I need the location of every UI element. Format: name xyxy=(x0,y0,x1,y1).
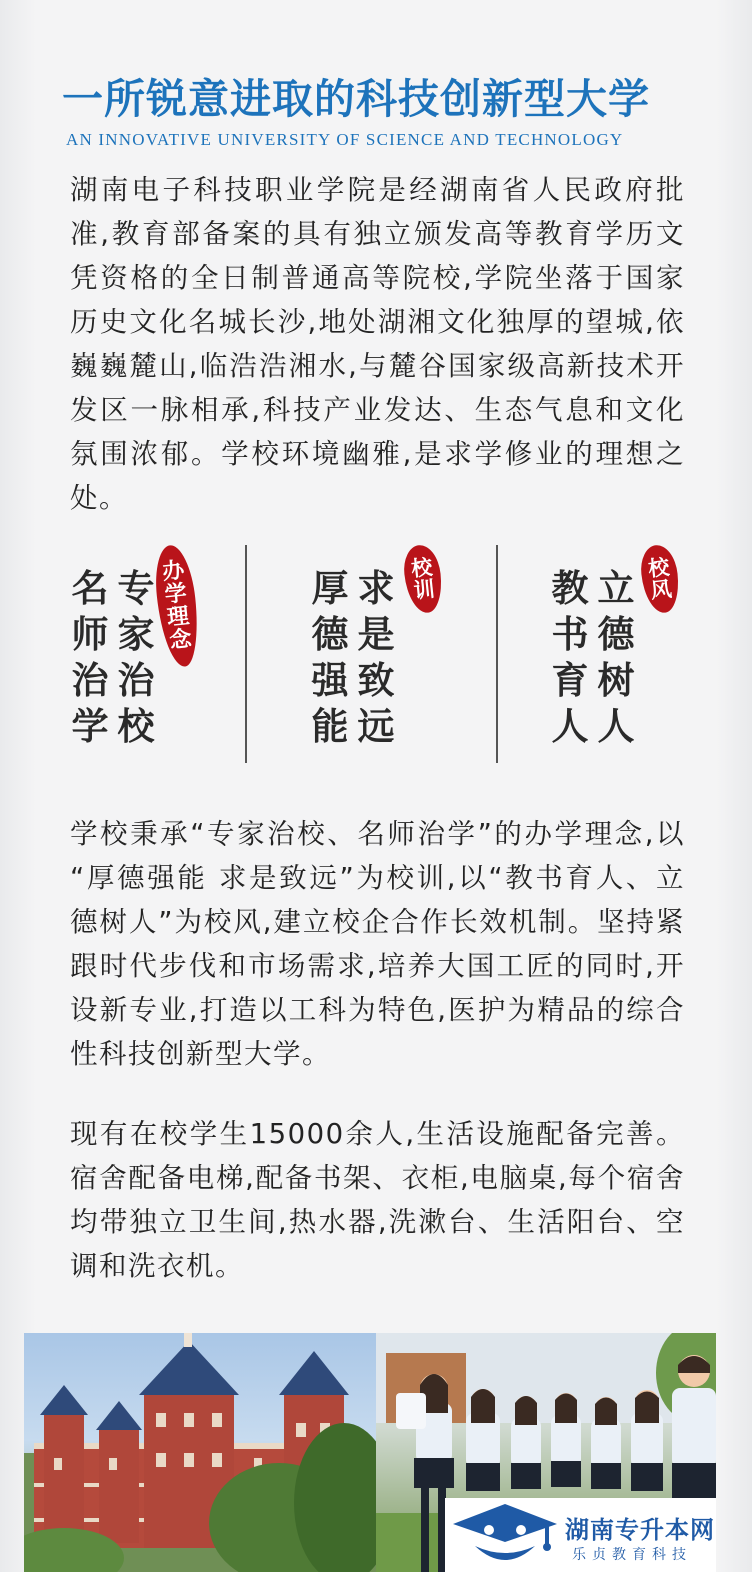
motto-char: 专 xyxy=(117,566,155,610)
motto-column-right xyxy=(114,565,158,749)
philosophy-paragraph: 学校秉承“专家治校、名师治学”的办学理念,以 “厚德强能 求是致远”为校训,以“教书育人、立德树人”为校风,建立校企合作长效机制。坚持紧跟时代步伐和市场需求,培养大国工匠的同时,开设新专业,打造以工科为特色,医护为精品的综合性科技创新型大学。 xyxy=(70,818,685,1070)
motto-char: 名 xyxy=(71,566,109,610)
vertical-divider xyxy=(496,545,498,763)
motto-char: 校 xyxy=(117,704,155,748)
motto-char: 治 xyxy=(117,658,155,702)
motto-char: 人 xyxy=(597,704,635,748)
brand-tagline: 乐贞教育科技 xyxy=(572,1547,692,1563)
intro-paragraph: 湖南电子科技职业学院是经湖南省人民政府批准,教育部备案的具有独立颁发高等教育学历文凭资格的全日制普通高等院校,学院坐落于国家历史文化名城长沙,地处湖湘文化独厚的望城,依巍巍麓山,临浩浩湘水,与麓谷国家级高新技术开发区一脉相承,科技产业发达、生态气息和文化氛围浓郁。学校环境幽雅,是求学修业的理想之处。 xyxy=(70,174,685,514)
motto-char: 家 xyxy=(117,612,155,656)
motto-char: 治 xyxy=(71,658,109,702)
motto-char: 学 xyxy=(71,704,109,748)
motto-column-left xyxy=(308,565,352,749)
motto-char: 育 xyxy=(551,658,589,702)
motto-char: 人 xyxy=(551,704,589,748)
motto-char: 德 xyxy=(597,612,635,656)
motto-char: 厚 xyxy=(311,566,349,610)
motto-char: 强 xyxy=(311,658,349,702)
motto-char: 德 xyxy=(311,612,349,656)
motto-char: 是 xyxy=(357,612,395,656)
motto-char: 书 xyxy=(551,612,589,656)
motto-philosophy xyxy=(60,545,260,765)
campus-building-illustration xyxy=(24,1333,376,1572)
motto-column-right xyxy=(354,565,398,749)
vertical-divider xyxy=(245,545,247,763)
motto-column-left xyxy=(548,565,592,749)
motto-school-style xyxy=(540,545,740,765)
motto-char: 致 xyxy=(357,658,395,702)
seal-stamp-school-motto: 校 训 xyxy=(402,543,445,614)
motto-char: 师 xyxy=(71,612,109,656)
motto-school-motto xyxy=(300,545,500,765)
seal-stamp-school-style: 校 风 xyxy=(639,543,682,614)
motto-char: 求 xyxy=(357,566,395,610)
facilities-paragraph: 现有在校学生15000余人,生活设施配备完善。宿舍配备电梯,配备书架、衣柜,电脑桌,每个宿舍均带独立卫生间,热水器,洗漱台、生活阳台、空调和洗衣机。 xyxy=(70,1118,685,1282)
brand-logo xyxy=(445,1498,725,1572)
motto-char: 能 xyxy=(311,704,349,748)
motto-column-right xyxy=(594,565,638,749)
graduation-cap-smile-icon xyxy=(449,1500,561,1570)
brand-name: 湖南专升本网 xyxy=(565,1516,715,1544)
motto-char: 远 xyxy=(357,704,395,748)
motto-char: 立 xyxy=(597,566,635,610)
motto-column-left xyxy=(68,565,112,749)
page-subtitle: AN INNOVATIVE UNIVERSITY OF SCIENCE AND TECHNOLOGY xyxy=(66,130,624,149)
motto-char: 树 xyxy=(597,658,635,702)
motto-char: 教 xyxy=(551,566,589,610)
page-title: 一所锐意进取的科技创新型大学 xyxy=(62,75,650,123)
seal-stamp-philosophy: 办 学 理 念 xyxy=(152,543,203,668)
campus-building-photo xyxy=(24,1333,376,1572)
